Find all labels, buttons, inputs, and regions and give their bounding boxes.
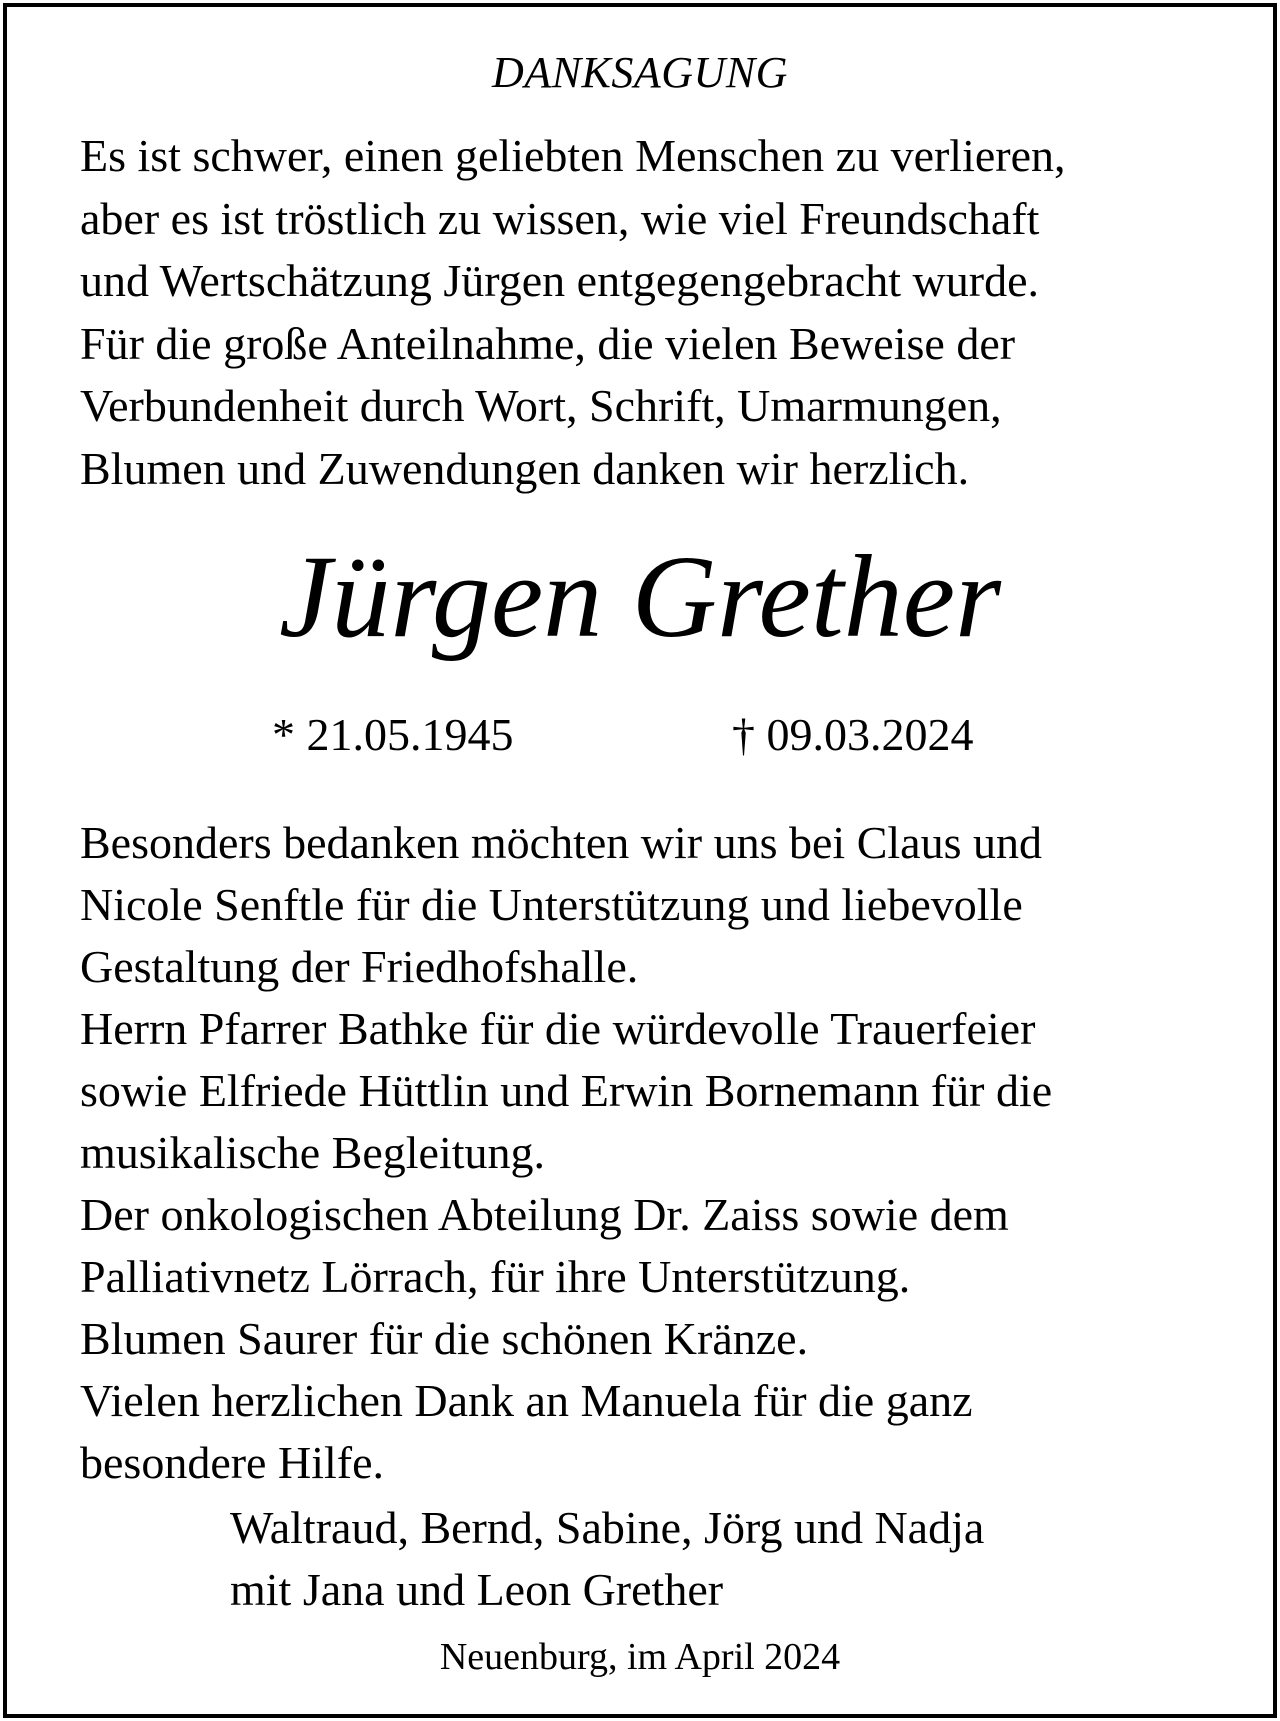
intro-line: Für die große Anteilnahme, die vielen Beweise der xyxy=(80,317,1016,369)
intro-line: Es ist schwer, einen geliebten Menschen zu verlieren, xyxy=(80,130,1066,181)
intro-line: Verbundenheit durch Wort, Schrift, Umarmungen, xyxy=(80,380,1002,431)
thanks-line: Der onkologischen Abteilung Dr. Zaiss sowie dem xyxy=(80,1189,1009,1240)
thanks-line: musikalische Begleitung. xyxy=(80,1127,546,1178)
thanks-line: Nicole Senftle für die Unterstützung und liebevolle xyxy=(80,879,1023,930)
thanks-line: besondere Hilfe. xyxy=(80,1437,384,1488)
place-date: Neuenburg, im April 2024 xyxy=(439,1636,841,1678)
thanks-line: Blumen Saurer für die schönen Kränze. xyxy=(80,1313,809,1364)
birth-date: * 21.05.1945 xyxy=(272,709,514,760)
signature-line: Waltraud, Bernd, Sabine, Jörg und Nadja xyxy=(230,1502,985,1553)
intro-line: und Wertschätzung Jürgen entgegengebracht wurde. xyxy=(80,255,1039,306)
intro-line: Blumen und Zuwendungen danken wir herzlich. xyxy=(80,442,970,494)
thanks-line: Herrn Pfarrer Bathke für die würdevolle Trauerfeier xyxy=(80,1003,1036,1054)
signature-block xyxy=(230,1497,984,1621)
heading: DANKSAGUNG xyxy=(492,48,788,97)
intro-paragraph xyxy=(80,125,1260,500)
thanks-line: Palliativnetz Lörrach, für ihre Unterstützung. xyxy=(80,1251,911,1302)
deceased-name: Jürgen Grether xyxy=(278,531,1001,662)
thanks-line: Besonders bedanken möchten wir uns bei Claus und xyxy=(80,817,1042,868)
thanks-line: Gestaltung der Friedhofshalle. xyxy=(80,941,639,992)
thanks-line: sowie Elfriede Hüttlin und Erwin Bornemann für die xyxy=(80,1065,1053,1116)
intro-line: aber es ist tröstlich zu wissen, wie viel Freundschaft xyxy=(80,192,1040,244)
death-date: † 09.03.2024 xyxy=(732,709,974,760)
signature-line: mit Jana und Leon Grether xyxy=(230,1564,724,1615)
thanks-paragraph xyxy=(80,812,1260,1494)
notice-frame xyxy=(3,3,1277,1718)
thanks-line: Vielen herzlichen Dank an Manuela für die ganz xyxy=(80,1375,973,1426)
